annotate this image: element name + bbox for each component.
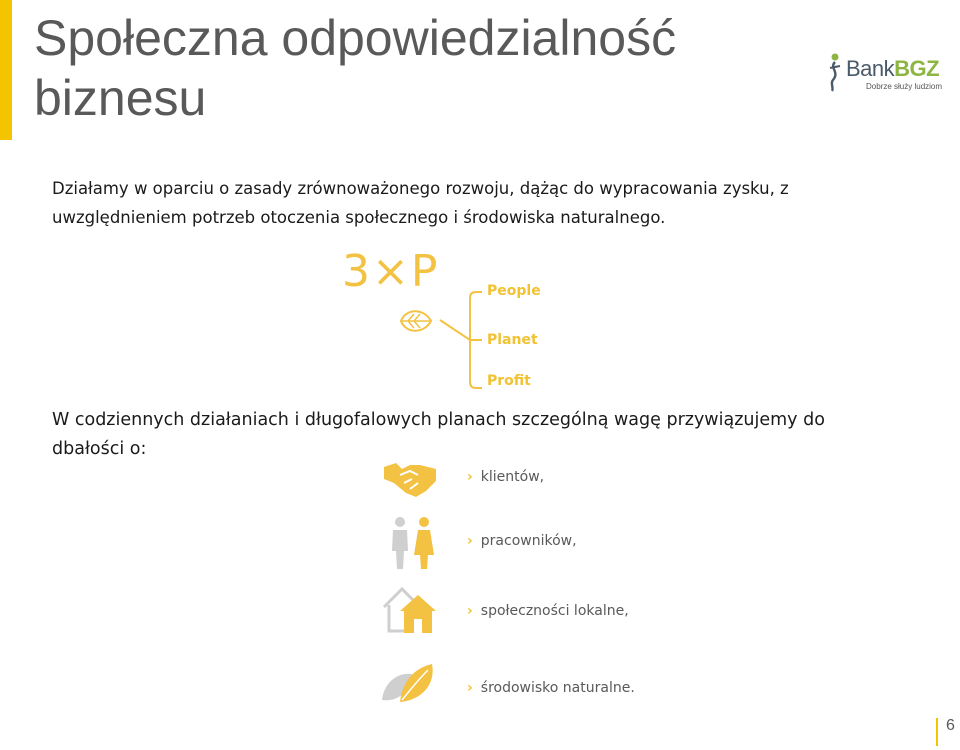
three-p-item-planet: Planet	[487, 332, 538, 348]
handshake-icon	[380, 455, 440, 503]
intro-line-1: Działamy w oparciu o zasady zrównoważonego rozwoju, dążąc do wypracowania zysku, z	[52, 179, 789, 198]
three-p-diagram	[340, 246, 580, 395]
focus-item-environment	[380, 660, 680, 716]
slide-title	[34, 8, 794, 128]
accent-bar	[0, 0, 12, 140]
focus-text-clients: klientów,	[480, 469, 545, 485]
intro-line-2: uwzględnieniem potrzeb otoczenia społecznego i środowiska naturalnego.	[52, 208, 666, 227]
focus-text-environment: środowisko naturalne.	[480, 680, 635, 696]
people-icon	[380, 515, 440, 571]
house-icon	[380, 585, 440, 635]
three-p-item-profit: Profit	[487, 373, 531, 389]
three-p-heading: 3×P	[342, 246, 440, 297]
logo-brand	[846, 56, 939, 82]
logo-brand-prefix: Bank	[846, 56, 895, 81]
focus-text-employees: pracowników,	[480, 533, 577, 549]
title-line-2: biznesu	[34, 70, 207, 126]
chevron-right-icon: ›	[467, 533, 473, 549]
page-number: 6	[946, 717, 955, 734]
three-p-item-people: People	[487, 283, 541, 299]
three-p-tree-lines	[340, 250, 580, 395]
intro-paragraph	[52, 174, 952, 232]
focus-item-communities	[380, 585, 680, 641]
logo-tagline: Dobrze służy ludziom	[866, 82, 943, 91]
leaves-icon	[380, 660, 440, 710]
body-line-2: dbałości o:	[52, 439, 147, 459]
focus-item-clients	[380, 455, 680, 511]
focus-text-communities: społeczności lokalne,	[480, 603, 629, 619]
focus-label-environment	[467, 680, 635, 696]
chevron-right-icon: ›	[467, 680, 473, 696]
logo-figure-icon	[826, 52, 844, 92]
focus-label-employees	[467, 533, 577, 549]
focus-label-communities	[467, 603, 629, 619]
focus-label-clients	[467, 469, 544, 485]
title-line-1: Społeczna odpowiedzialność	[34, 10, 677, 66]
chevron-right-icon: ›	[467, 469, 473, 485]
body-line-1: W codziennych działaniach i długofalowych planach szczególną wagę przywiązujemy do	[52, 410, 825, 430]
focus-item-employees	[380, 515, 680, 571]
page-number-divider	[936, 718, 938, 746]
bank-logo	[826, 50, 946, 96]
chevron-right-icon: ›	[467, 603, 473, 619]
leaf-icon	[398, 306, 434, 336]
logo-brand-name: BGZ	[894, 56, 940, 81]
